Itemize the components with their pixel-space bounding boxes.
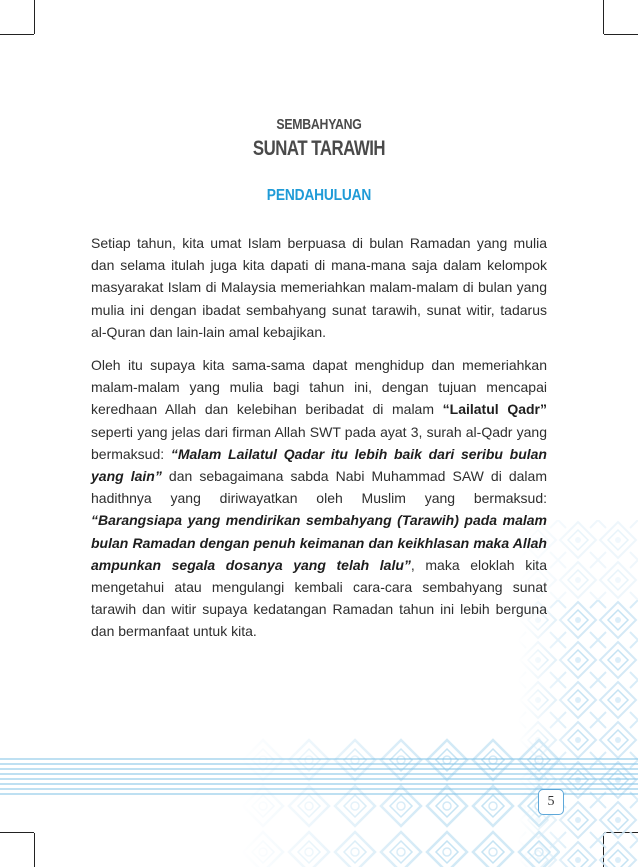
section-title: PENDAHULUAN: [266, 187, 372, 204]
crop-mark-top-right-h: [604, 34, 638, 35]
chapter-title-line1: SEMBAHYANG: [276, 116, 362, 133]
chapter-title-line2: SUNAT TARAWIH: [252, 137, 386, 160]
lailatul-qadr-term: “Lailatul Qadr”: [442, 401, 547, 418]
crop-mark-top-right-v: [603, 0, 604, 34]
paragraph-2-part2: seperti yang jelas dari firman Allah SWT pada ayat 3, surah al-Qadr yang bermaksud:: [91, 423, 547, 462]
paragraph-1: Setiap tahun, kita umat Islam berpuasa di bulan Ramadan yang mulia dan selama itulah juga kita dapati di mana-mana saja dalam kelompok masyarakat Islam di Malaysia memeriahkan malam-malam di bulan yang mulia ini dengan ibadat sembahyang sunat tarawih, sunat witir, tadarus al-Quran dan lain-lain amal kebajikan.: [91, 235, 547, 340]
crop-mark-top-left-h: [0, 34, 34, 35]
crop-mark-top-left-v: [34, 0, 35, 34]
paragraph-2: [91, 354, 547, 643]
paragraph-2-part4: , maka eloklah kita mengetahui atau mengulangi kembali cara-cara sembahyang sunat tarawih dan witir supaya kedatangan Ramadan tahun ini lebih berguna dan bermanfaat untuk kita.: [91, 556, 547, 640]
quran-quote: “Malam Lailatul Qadar itu lebih baik dari seribu bulan yang lain”: [91, 445, 547, 485]
page-number: 5: [538, 789, 564, 815]
hadith-quote: “Barangsiapa yang mendirikan sembahyang (Tarawih) pada malam bulan Ramadan dengan penuh keimanan dan keikhlasan maka Allah ampunkan segala dosanya yang telah lalu”: [91, 512, 547, 573]
body-text: [91, 232, 547, 654]
paragraph-2-part3: dan sebagaimana sabda Nabi Muhammad SAW di dalam hadithnya yang diriwayatkan oleh Muslim yang bermaksud:: [91, 468, 547, 507]
paragraph-2-part1: Oleh itu supaya kita sama-sama dapat menghidup dan memeriahkan malam-malam yang mulia bagi tahun ini, dengan tujuan mencapai keredhaan Allah dan kelebihan beribadat di malam: [91, 357, 547, 418]
